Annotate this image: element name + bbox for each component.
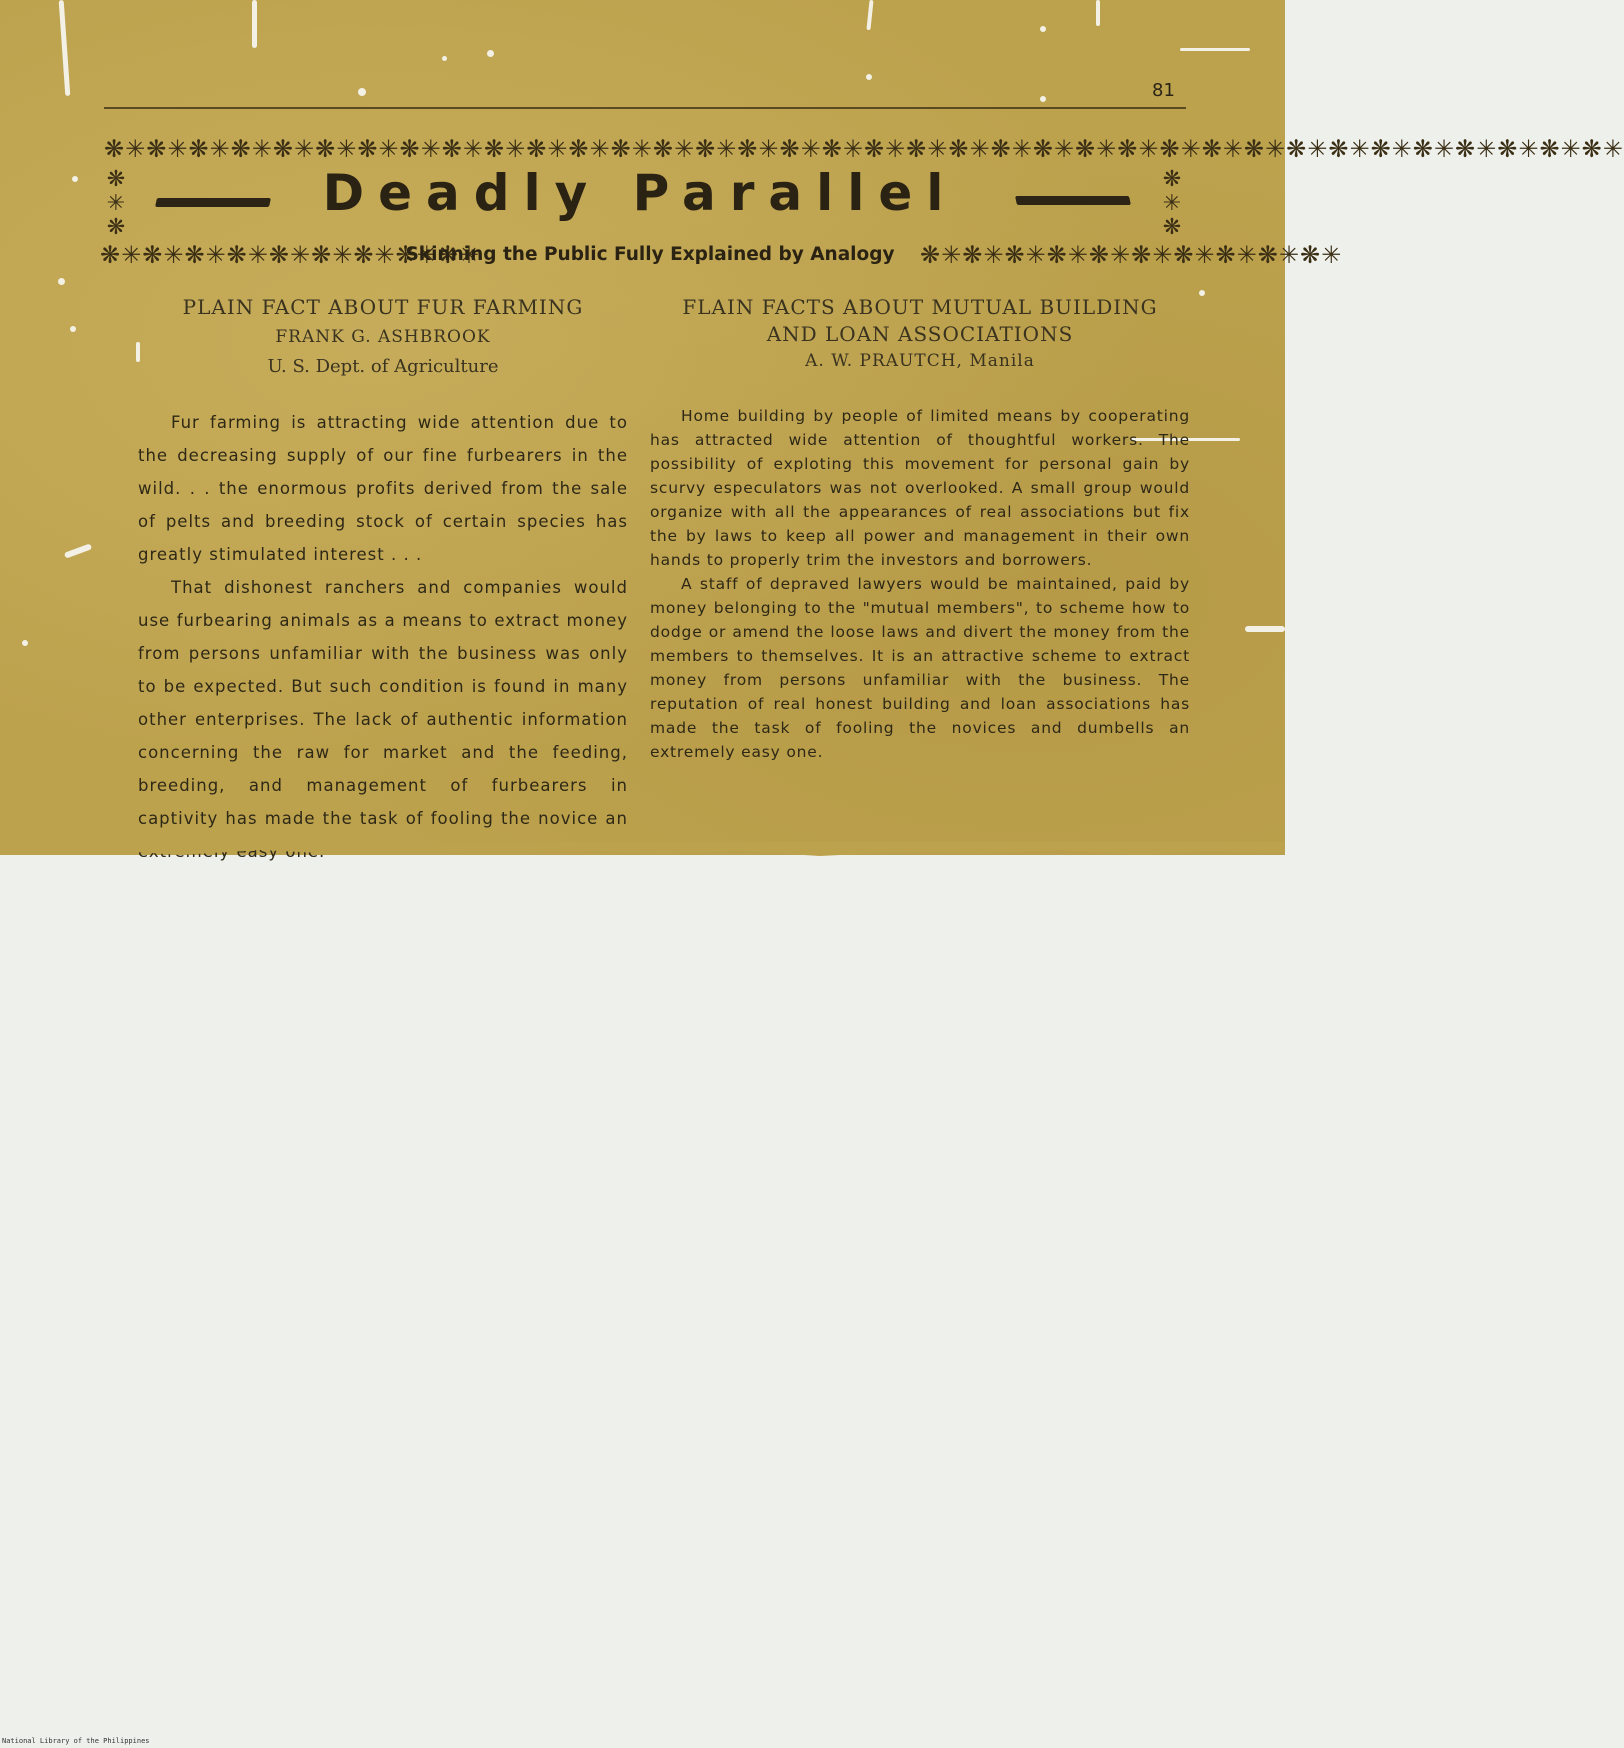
paper-speck: [1040, 96, 1046, 102]
ornamental-border-bottom-left: ❋✳❋✳❋✳❋✳❋✳❋✳❋✳❋✳❋✳: [100, 241, 480, 269]
paper-scratch: [252, 0, 257, 48]
paper-speck: [1199, 290, 1205, 296]
left-paragraph: Fur farming is attracting wide attention due to the decreasing supply of our fine furbearers in the wild. . . the enormous profits derived from the sale of pelts and breeding stock of certain species has greatly stimulated interest . . .: [138, 413, 628, 564]
title-dash-right: [1015, 196, 1131, 205]
library-credit: National Library of the Philippines: [2, 1737, 150, 1745]
paper-speck: [22, 640, 28, 646]
right-paragraph: A staff of depraved lawyers would be maintained, paid by money belonging to the "mutual members", to scheme how to dodge or amend the loose laws and divert the money from the members to themselves. It is an attractive scheme to extract money from persons unfamiliar with the business. The reputation of real honest building and loan associations has made the task of fooling the novices and dumbells an extremely easy one.: [650, 575, 1190, 761]
paper-scratch: [64, 543, 92, 558]
paper-speck: [70, 326, 76, 332]
title-dash-left: [155, 198, 271, 207]
paper-scratch: [866, 0, 873, 30]
torn-paper-edge: [0, 842, 1285, 860]
ornamental-border-left: ❋ ✳ ❋: [106, 167, 126, 240]
page-subtitle: Skinning the Public Fully Explained by Analogy: [405, 244, 895, 265]
paper-speck: [487, 50, 494, 57]
right-column-body: [650, 404, 1190, 764]
right-paragraph: Home building by people of limited means by cooperating has attracted wide attention of thoughtful workers. The possibility of exploting this movement for personal gain by scurvy especulators was not overlooked. A small group would organize with all the appearances of real associations but fix the by laws to keep all power and management in their own hands to properly trim the investors and borrowers.: [650, 407, 1190, 569]
paper-speck: [442, 56, 447, 61]
paper-speck: [1040, 26, 1046, 32]
top-rule: [104, 107, 1186, 109]
right-column-heading-line1: FLAIN FACTS ABOUT MUTUAL BUILDING: [682, 295, 1158, 319]
paper-speck: [866, 74, 872, 80]
page-title: Deadly Parallel: [322, 164, 958, 222]
right-column: [650, 292, 1190, 764]
left-column-body: [138, 406, 628, 868]
newspaper-page: [0, 0, 1624, 861]
right-column-heading-line2: AND LOAN ASSOCIATIONS: [766, 322, 1074, 346]
left-paragraph: That dishonest ranchers and companies would use furbearing animals as a means to extract money from persons unfamiliar with the business was only to be expected. But such condition is found in many other enterprises. The lack of authentic information concerning the raw for market and the feeding, breeding, and management of furbearers in captivity has made the task of fooling the novice an easy: [138, 578, 628, 861]
paper-speck: [358, 88, 366, 96]
ornamental-border-right: ❋ ✳ ❋: [1162, 167, 1182, 240]
paper-scratch: [1096, 0, 1100, 26]
left-column-author: FRANK G. ASHBROOK: [275, 327, 491, 347]
left-column-heading: PLAIN FACT ABOUT FUR FARMING: [182, 295, 584, 319]
left-column: [138, 292, 628, 868]
ornamental-border-top: ❋✳❋✳❋✳❋✳❋✳❋✳❋✳❋✳❋✳❋✳❋✳❋✳❋✳❋✳❋✳❋✳❋✳❋✳❋✳❋✳❋✳❋✳❋✳❋✳❋✳❋✳❋✳❋✳❋✳❋✳❋✳❋✳❋✳❋✳❋✳❋✳: [104, 135, 1624, 163]
paper-speck: [58, 278, 65, 285]
paper-scratch: [1245, 626, 1285, 632]
left-column-affiliation: U. S. Dept. of Agriculture: [267, 356, 499, 377]
page-number: 81: [1152, 80, 1175, 101]
ornamental-border-bottom-right: ❋✳❋✳❋✳❋✳❋✳❋✳❋✳❋✳❋✳❋✳: [920, 241, 1343, 269]
paper-speck: [72, 176, 78, 182]
paper-scratch: [1180, 48, 1250, 51]
paper-scratch: [59, 0, 71, 96]
right-column-author: A. W. PRAUTCH, Manila: [805, 351, 1035, 371]
